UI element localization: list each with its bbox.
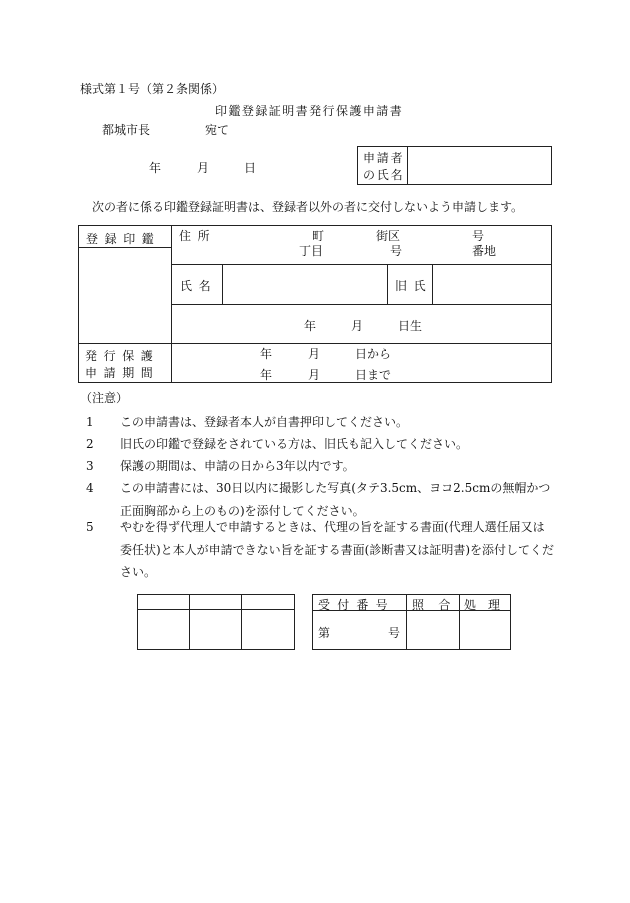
process-label: 処理: [464, 598, 513, 612]
address-machi: 町: [312, 229, 325, 243]
period-label-1: 発行保護: [85, 349, 160, 363]
old-name-label: 旧氏: [395, 279, 433, 293]
birth-day: 日生: [398, 319, 423, 333]
notes-title: （注意）: [80, 391, 129, 405]
stamp-cell-1[interactable]: [141, 613, 186, 646]
old-name-field[interactable]: [436, 268, 548, 300]
receipt-go: 号: [388, 626, 401, 640]
note-item-3: [86, 455, 556, 478]
note-text: この申請書には、30日以内に撮影した写真(タテ3.5cm、ヨコ2.5cmの無帽かつ正面胸部から上のもの)を添付してください。: [120, 481, 551, 518]
note-number: 5: [86, 520, 94, 534]
date-month-label: 月: [197, 161, 210, 175]
address-banchi: 番地: [472, 244, 497, 258]
note-text: この申請書は、登録者本人が自書押印してください。: [120, 415, 409, 429]
name-label: 氏名: [180, 279, 218, 293]
addressee-suffix: 宛て: [205, 123, 230, 137]
note-text: 保護の期間は、申請の日から3年以内です。: [120, 459, 355, 473]
birth-year: 年: [304, 319, 317, 333]
name-field[interactable]: [226, 268, 383, 300]
period-to-day: 日まで: [355, 368, 392, 382]
applicant-name-field[interactable]: [412, 150, 548, 180]
period-to-month: 月: [308, 368, 321, 382]
verify-label: 照合: [412, 598, 465, 612]
note-item-5: [86, 516, 556, 584]
note-number: 1: [86, 415, 94, 429]
stamp-cell-2[interactable]: [193, 613, 238, 646]
address-gaiku: 街区: [376, 229, 401, 243]
applicant-label-line1: 申請者: [363, 151, 405, 165]
addressee-mayor: 都城市長: [102, 123, 151, 137]
period-to-year: 年: [260, 368, 273, 382]
seal-impression-area[interactable]: [82, 250, 168, 340]
period-from-day: 日から: [355, 347, 392, 361]
address-label: 住所: [179, 229, 217, 243]
note-number: 2: [86, 437, 94, 451]
address-go-2: 号: [390, 244, 403, 258]
birth-month: 月: [351, 319, 364, 333]
receipt-number-label: 受付番号: [318, 598, 395, 612]
note-item-2: [86, 433, 556, 456]
form-number: 様式第１号（第２条関係）: [80, 82, 225, 96]
address-chome: 丁目: [299, 244, 324, 258]
applicant-label-line2: の氏名: [363, 168, 405, 182]
period-from-year: 年: [260, 347, 273, 361]
date-year-label: 年: [149, 161, 162, 175]
note-number: 4: [86, 481, 94, 495]
period-from-month: 月: [308, 347, 321, 361]
receipt-dai: 第: [318, 626, 331, 640]
stamp-cell-3[interactable]: [245, 613, 291, 646]
date-day-label: 日: [244, 161, 257, 175]
note-item-1: [86, 411, 556, 434]
note-number: 3: [86, 459, 94, 473]
note-text: 旧氏の印鑑で登録をされている方は、旧氏も記入してください。: [120, 437, 469, 451]
process-cell[interactable]: [463, 614, 507, 646]
note-text: やむを得ず代理人で申請するときは、代理の旨を証する書面(代理人選任届又は委任状)と本人が申請できない旨を証する書面(診断書又は証明書)を添付してください。: [120, 520, 555, 579]
period-label-2: 申請期間: [85, 366, 160, 380]
address-go: 号: [472, 229, 485, 243]
registered-seal-label: 登録印鑑: [86, 232, 161, 246]
form-title: 印鑑登録証明書発行保護申請書: [215, 104, 404, 118]
verify-cell[interactable]: [410, 614, 455, 646]
intro-text: 次の者に係る印鑑登録証明書は、登録者以外の者に交付しないよう申請します。: [92, 200, 524, 214]
